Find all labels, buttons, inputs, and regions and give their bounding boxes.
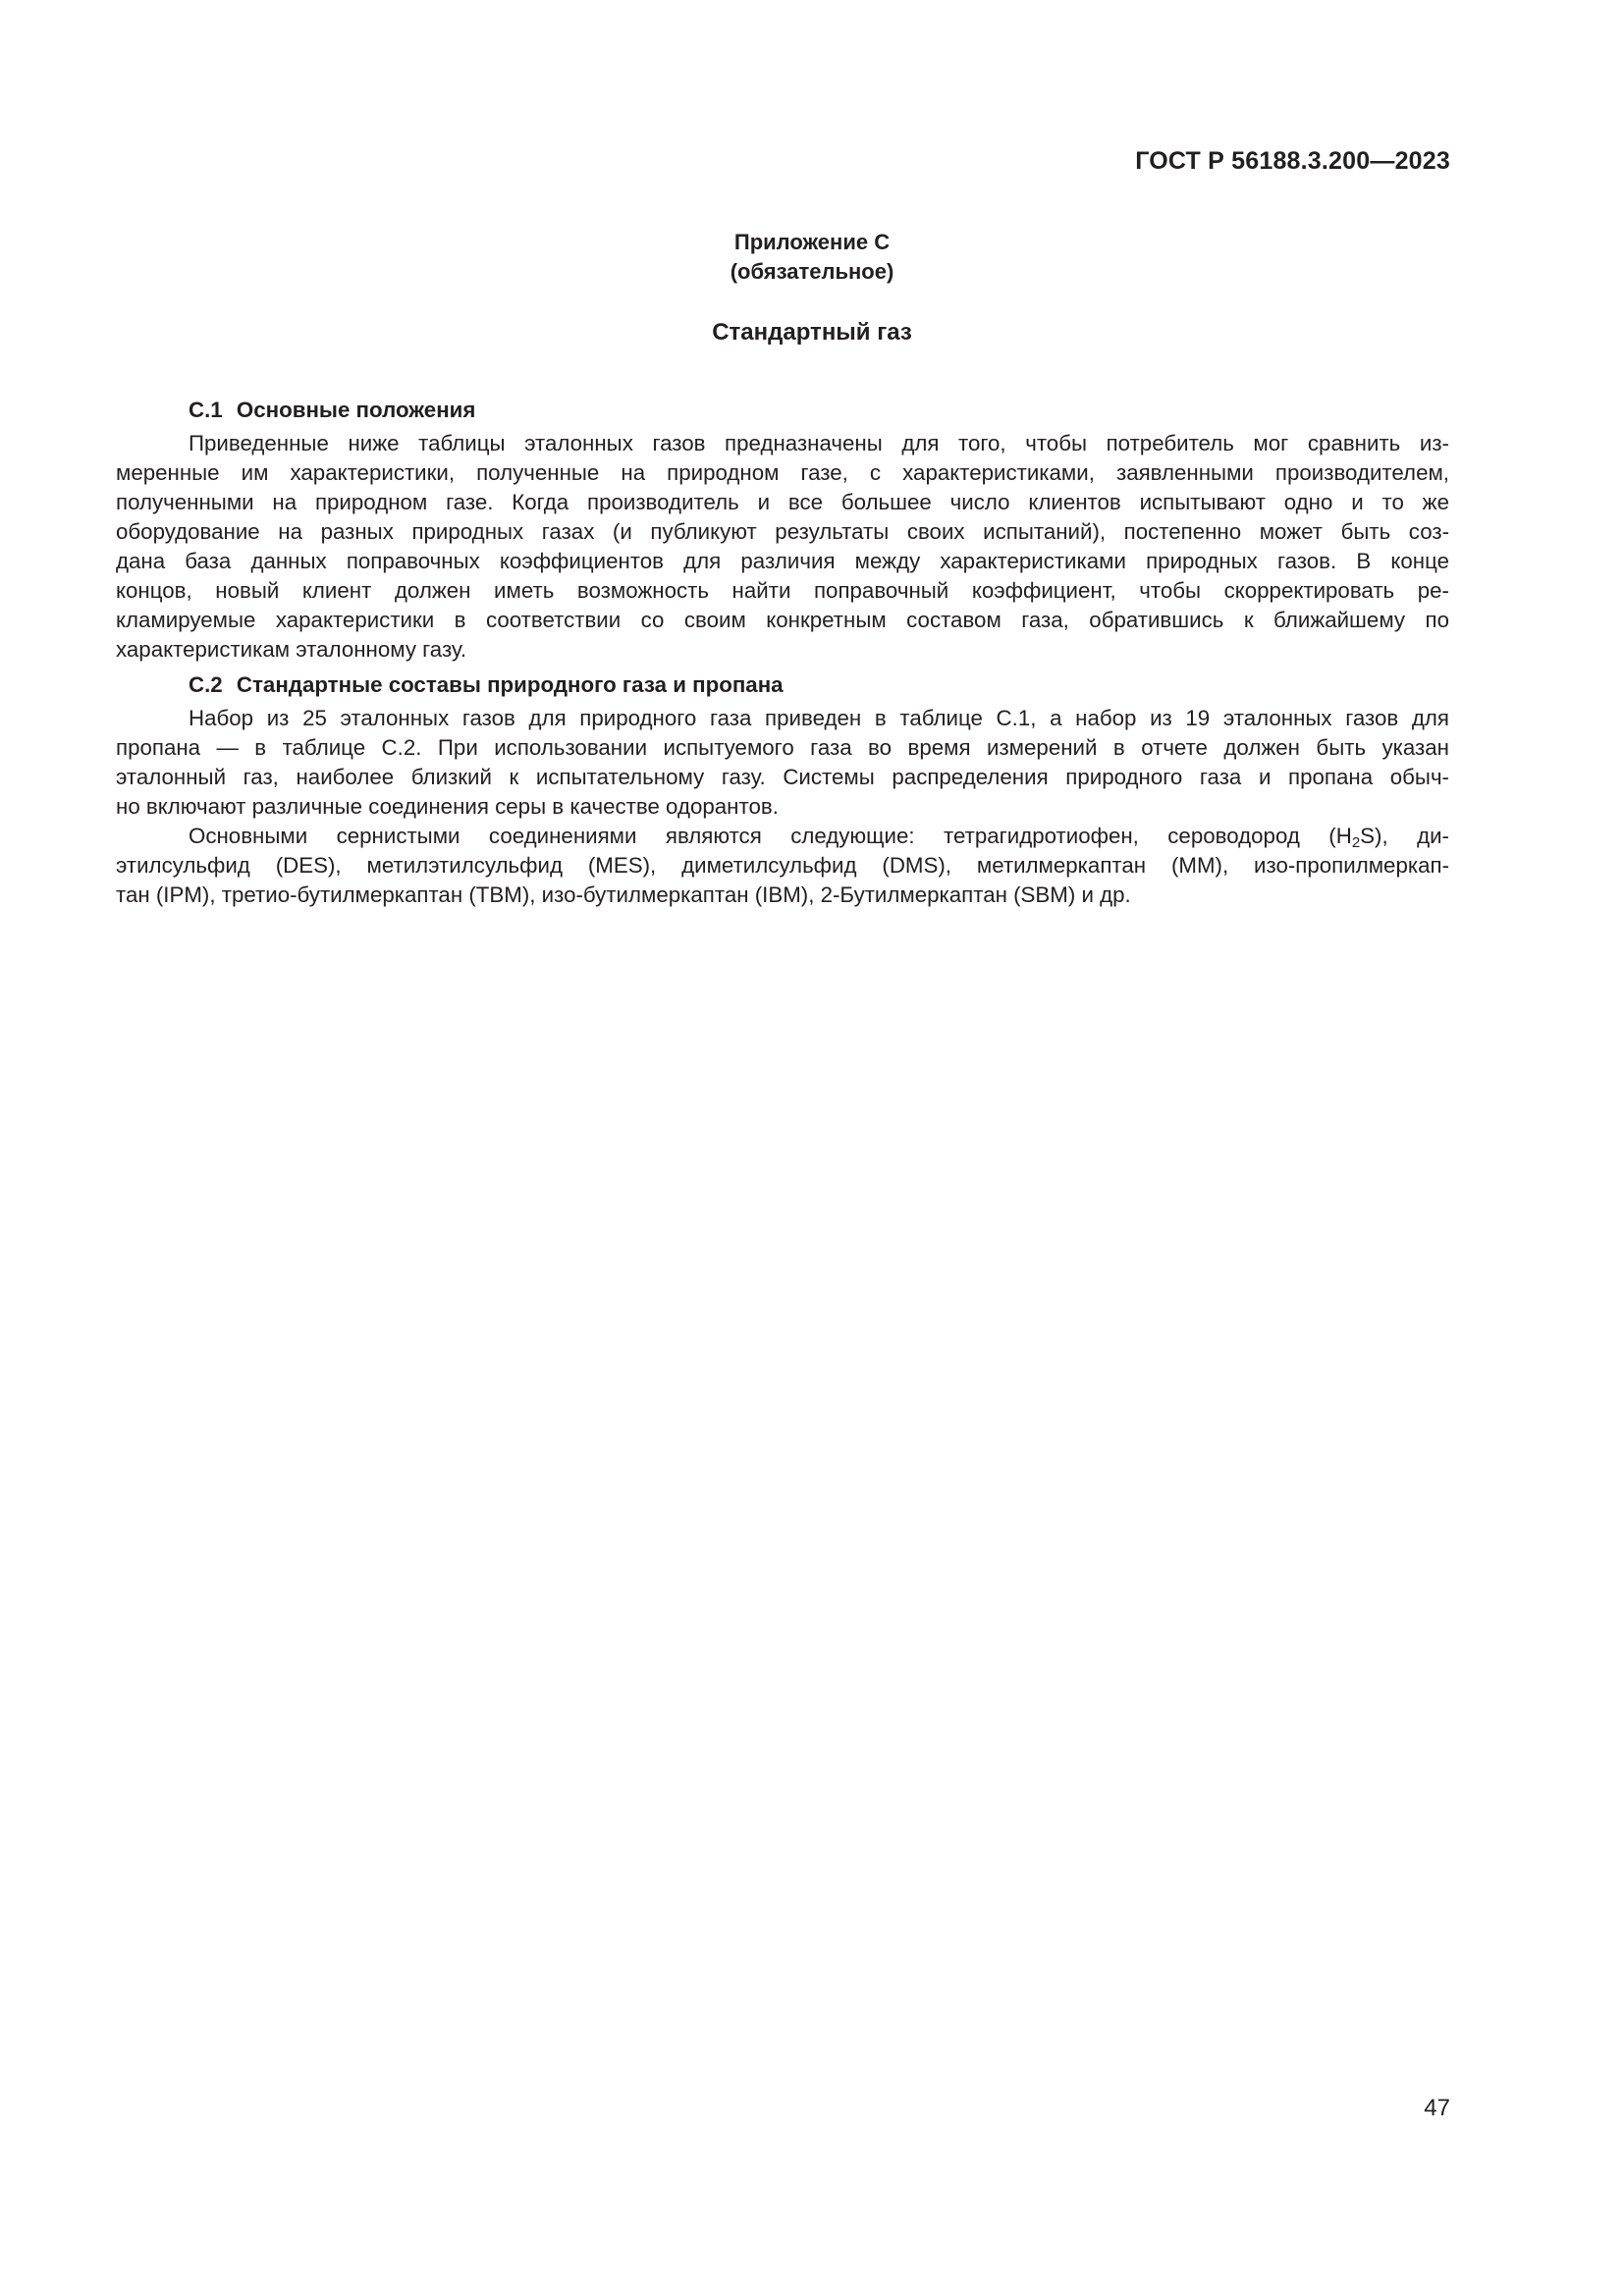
text-line: пропана — в таблице С.2. При использовании испытуемого газа во время измерений в отчете должен быть указан [116, 735, 1449, 760]
appendix-status: (обязательное) [730, 259, 894, 284]
text-line: этилсульфид (DES), метилэтилсульфид (MES), диметилсульфид (DMS), метилмеркаптан (MM), изо-пропилмеркап- [116, 853, 1449, 878]
text-line: полученными на природном газе. Когда производитель и все большее число клиентов испытывают одно и то же [116, 490, 1449, 514]
text-line [116, 822, 1449, 851]
section-c2 [116, 670, 1449, 910]
section-title: Основные положения [236, 398, 476, 422]
appendix-header [0, 228, 1624, 287]
text-line: Набор из 25 эталонных газов для природного газа приведен в таблице С.1, а набор из 19 эталонных газов для [189, 706, 1449, 730]
appendix-label: Приложение С [733, 230, 891, 254]
document-body [116, 396, 1449, 916]
appendix-title: Стандартный газ [712, 319, 912, 346]
text-line: тан (IPM), третио-бутилмеркаптан (TBM), изо-бутилмеркаптан (IBM), 2-Бутилмеркаптан (SBM) и др. [116, 882, 1131, 907]
paragraph [116, 704, 1449, 822]
text-line: меренные им характеристики, полученные на природном газе, с характеристиками, заявленными производителем, [116, 460, 1449, 485]
section-number: С.2 [189, 672, 223, 697]
text-line: кламируемые характеристики в соответствии со своим конкретным составом газа, обратившись к ближайшему по [116, 608, 1449, 632]
section-heading [189, 396, 1449, 425]
section-number: С.1 [189, 398, 223, 422]
document-code-header: ГОСТ Р 56188.3.200—2023 [1135, 147, 1450, 175]
text-line: но включают различные соединения серы в качестве одорантов. [116, 794, 779, 819]
section-title: Стандартные составы природного газа и пропана [236, 672, 784, 697]
text-fragment: S), ди- [1360, 824, 1449, 848]
subscript: 2 [1351, 834, 1361, 851]
text-line: дана база данных поправочных коэффициентов для различия между характеристиками природных газов. В конце [116, 549, 1449, 573]
section-heading [189, 670, 1449, 700]
section-c1 [116, 396, 1449, 665]
text-line: характеристикам эталонному газу. [116, 637, 467, 662]
paragraph [116, 429, 1449, 665]
paragraph [116, 822, 1449, 910]
text-line: эталонный газ, наиболее близкий к испытательному газу. Системы распределения природного газа и пропана обыч- [116, 765, 1449, 789]
text-fragment: Основными сернистыми соединениями являются следующие: тетрагидротиофен, сероводород (H [189, 824, 1352, 848]
text-line: Приведенные ниже таблицы эталонных газов предназначены для того, чтобы потребитель мог сравнить из- [189, 431, 1449, 455]
text-line: концов, новый клиент должен иметь возможность найти поправочный коэффициент, чтобы скорректировать ре- [116, 578, 1449, 603]
page-number: 47 [1424, 2095, 1450, 2121]
text-line: оборудование на разных природных газах (и публикуют результаты своих испытаний), постепенно может быть соз- [116, 519, 1449, 544]
